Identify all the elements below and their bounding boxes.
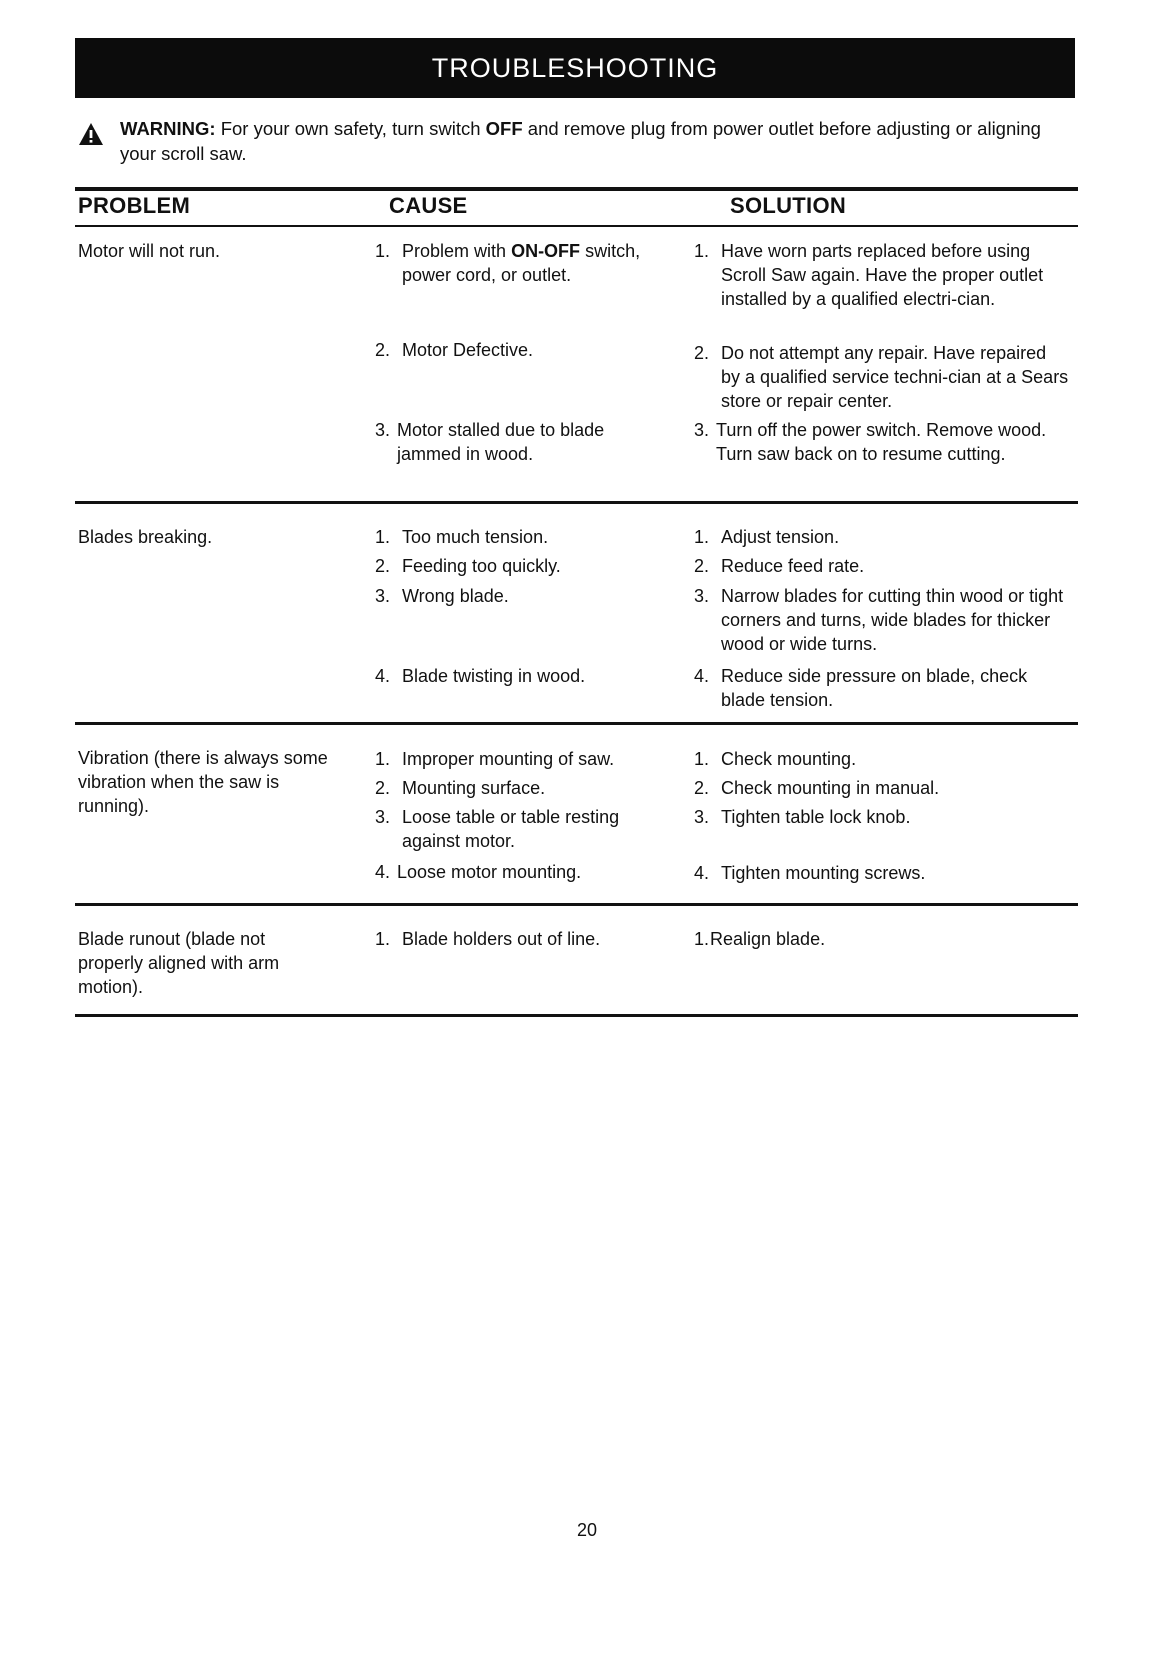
- solution-item: [694, 525, 1074, 549]
- item-number: 4.: [375, 666, 391, 686]
- warning-emphasis: OFF: [485, 118, 523, 139]
- solution-item: [694, 805, 1074, 829]
- item-text: Blade holders out of line.: [402, 929, 601, 949]
- solution-item: [694, 927, 1074, 951]
- item-number: 1.: [375, 929, 391, 949]
- cause-item: [375, 418, 635, 466]
- item-number: 2.: [375, 556, 391, 576]
- item-number: 1.: [375, 527, 391, 547]
- item-text: Narrow blades for cutting thin wood or tight corners and turns, wide blades for thicker wood or wide turns.: [721, 586, 1064, 654]
- item-text: Turn off the power switch. Remove wood. Turn saw back on to resume cutting.: [716, 420, 1047, 464]
- warning-triangle-icon: [78, 122, 104, 146]
- item-text: Tighten mounting screws.: [721, 863, 926, 883]
- cause-item: [375, 805, 665, 853]
- item-text: Improper mounting of saw.: [402, 749, 615, 769]
- item-number: 2.: [375, 778, 391, 798]
- cause-item: [375, 584, 685, 608]
- item-number: 3.: [375, 807, 391, 827]
- item-number: 4.: [375, 862, 391, 882]
- item-text: Realign blade.: [710, 929, 826, 949]
- cause-item: [375, 554, 685, 578]
- item-text: Adjust tension.: [721, 527, 840, 547]
- solution-item: [694, 341, 1069, 413]
- item-number: 3.: [694, 807, 710, 827]
- cause-item: [375, 664, 685, 688]
- solution-item: [694, 239, 1074, 311]
- section-title: TROUBLESHOOTING: [431, 52, 719, 83]
- item-text: Feeding too quickly.: [402, 556, 561, 576]
- solution-item: [694, 584, 1074, 656]
- item-text: Too much tension.: [402, 527, 549, 547]
- problem-vibration: Vibration (there is always some vibration when the saw is running).: [78, 748, 328, 816]
- item-number: 3.: [375, 586, 391, 606]
- warning-label: WARNING:: [120, 118, 216, 139]
- solution-item: [694, 664, 1074, 712]
- header-solution: SOLUTION: [730, 193, 847, 218]
- item-text: Check mounting.: [721, 749, 857, 769]
- item-number: 3.: [375, 420, 391, 440]
- item-text: Blade twisting in wood.: [402, 666, 586, 686]
- item-text: Have worn parts replaced before using Scroll Saw again. Have the proper outlet installed by a qualified electri-cian.: [721, 241, 1044, 309]
- header-bottom-rule: [75, 225, 1078, 227]
- solution-item: [694, 747, 1074, 771]
- item-number: 1.: [694, 929, 710, 949]
- item-text: Reduce side pressure on blade, check blade tension.: [721, 666, 1028, 710]
- solution-item: [694, 554, 1074, 578]
- solution-item: [694, 861, 1074, 885]
- warning-text: [120, 116, 1068, 166]
- item-number: 3.: [694, 586, 710, 606]
- cause-item: [375, 776, 685, 800]
- item-number: 1.: [694, 241, 710, 261]
- problem-motor-not-run: Motor will not run.: [78, 241, 221, 261]
- solution-item: [694, 776, 1074, 800]
- item-number: 2.: [694, 778, 710, 798]
- cause-item: [375, 338, 685, 362]
- item-number: 1.: [694, 527, 710, 547]
- item-number: 2.: [375, 340, 391, 360]
- header-problem: PROBLEM: [78, 193, 191, 218]
- cause-item: [375, 525, 685, 549]
- item-number: 1.: [375, 749, 391, 769]
- problem-blades-breaking: Blades breaking.: [78, 527, 213, 547]
- item-text: Motor Defective.: [402, 340, 534, 360]
- header-cause: CAUSE: [389, 193, 468, 218]
- cause-item: [375, 747, 685, 771]
- item-number: 3.: [694, 420, 710, 440]
- row-divider: [75, 501, 1078, 504]
- item-text: Problem with ON-OFF switch, power cord, or outlet.: [402, 241, 641, 285]
- item-text: Tighten table lock knob.: [721, 807, 911, 827]
- item-text: Loose table or table resting against motor.: [402, 807, 620, 851]
- item-number: 2.: [694, 343, 710, 363]
- item-text: Do not attempt any repair. Have repaired by a qualified service techni-cian at a Sears store or repair center.: [721, 343, 1069, 411]
- problem-blade-runout: Blade runout (blade not properly aligned with arm motion).: [78, 929, 280, 997]
- warning-text-after: and remove plug from power outlet before adjusting or aligning your scroll saw.: [120, 118, 1041, 164]
- item-text: Wrong blade.: [402, 586, 509, 606]
- item-number: 1.: [375, 241, 391, 261]
- cause-item: [375, 239, 685, 287]
- item-text: Loose motor mounting.: [397, 862, 582, 882]
- item-text: Motor stalled due to blade jammed in wood.: [397, 420, 605, 464]
- table-bottom-rule: [75, 1014, 1078, 1017]
- item-number: 4.: [694, 666, 710, 686]
- item-text: Reduce feed rate.: [721, 556, 865, 576]
- item-number: 2.: [694, 556, 710, 576]
- safety-warning: [78, 116, 1068, 166]
- page-number: 20: [576, 1520, 598, 1540]
- item-number: 4.: [694, 863, 710, 883]
- warning-text-before: For your own safety, turn switch: [220, 118, 481, 139]
- item-text: Mounting surface.: [402, 778, 546, 798]
- row-divider: [75, 903, 1078, 906]
- solution-item: [694, 418, 1064, 466]
- row-divider: [75, 722, 1078, 725]
- cause-item: [375, 860, 685, 884]
- header-top-rule: [75, 187, 1078, 191]
- cause-item: [375, 927, 685, 951]
- section-title-banner: [75, 38, 1075, 98]
- item-number: 1.: [694, 749, 710, 769]
- item-text: Check mounting in manual.: [721, 778, 940, 798]
